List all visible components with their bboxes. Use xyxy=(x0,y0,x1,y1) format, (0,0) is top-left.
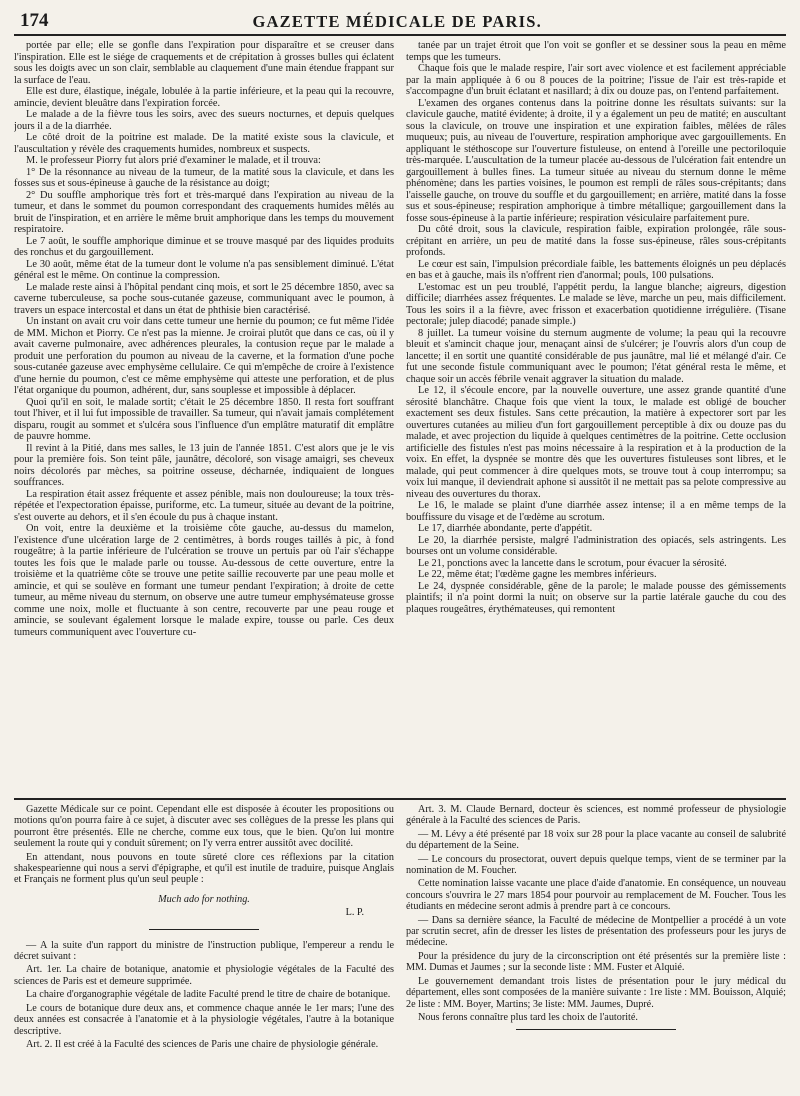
paragraph: Quoi qu'il en soit, le malade sortit; c'était le 25 décembre 1850. Il resta fort souffrant tout l'hiver, et il lui fut impossible de travailler. Sa tumeur, qui n'avait jamais complétement disparu, rougit au sommet et s'ulcéra sous l'influence d'un emplâtre maturatif dit emplâtre de pauvre homme. xyxy=(14,396,394,442)
paragraph: M. le professeur Piorry fut alors prié d'examiner le malade, et il trouva: xyxy=(26,155,321,166)
paragraph: Le côté droit de la poitrine est malade. De la matité existe sous la clavicule, et l'auscultation y révèle des craquements humides, nombreux et suspects. xyxy=(14,132,394,155)
paragraph: 1° De la résonnance au niveau de la tumeur, de la matité sous la clavicule, et dans les fosses sus et sous-épineuse à gauche de la résistance au doigt; xyxy=(14,166,394,189)
column-end-rule xyxy=(516,1029,676,1030)
paragraph: Le 17, diarrhée abondante, perte d'appétit. xyxy=(418,523,593,534)
lower-right-column xyxy=(406,804,786,1096)
paragraph: Le 24, dyspnée considérable, gêne de la parole; le malade pousse des gémissements plaintifs; il n'a point dormi la nuit; on observe sur la partie latérale gauche du cou des plaques rougeâtres, érythémateuses, qui remontent xyxy=(406,580,786,615)
paragraph: Gazette Médicale sur ce point. Cependant elle est disposée à écouter les propositions ou motions qu'on pourra faire à ce sujet, à discuter avec ses collègues de la presse les plans qui pourront être présentés. Elle ne cherche, comme eux tous, que le bien. Qu'on lui montre seulement la route qui y conduit sûrement; on l'y verra entrer aussitôt avec docilité. xyxy=(14,804,394,850)
paragraph: — A la suite d'un rapport du ministre de l'instruction publique, l'empereur a rendu le décret suivant : xyxy=(14,939,394,963)
paragraph: Nous ferons connaître plus tard les choix de l'autorité. xyxy=(418,1011,638,1023)
paragraph: Art. 2. Il est créé à la Faculté des sciences de Paris une chaire de physiologie générale. xyxy=(26,1038,379,1050)
upper-article xyxy=(14,36,786,792)
paragraph: L'estomac est un peu troublé, l'appétit perdu, la langue blanche; aigreurs, digestion difficile; diarrhées assez fréquentes. Le malade se lève, marche un peu, mais difficilement. Tous les soirs il a la fièvre, avec frisson et exacerbation quotidienne irrégulière. (Tisane pectorale; julep diacodé; panade simple.) xyxy=(406,281,786,327)
paragraph: Le 21, ponctions avec la lancette dans le scrotum, pour évacuer la sérosité. xyxy=(418,557,727,569)
lower-section xyxy=(14,804,786,1096)
paragraph: — Dans sa dernière séance, la Faculté de médecine de Montpellier a procédé à un vote par scrutin secret, afin de dresser les listes de présentation des professeurs pour les jurys de médecine. xyxy=(406,914,786,949)
paragraph: Elle est dure, élastique, inégale, lobulée à la partie inférieure, et la peau qui la recouvre, amincie, devient bleuâtre dans l'expiration forcée. xyxy=(14,86,394,109)
paragraph: L'examen des organes contenus dans la poitrine donne les résultats suivants: sur la clavicule gauche, matité évidente; à droite, il y a également un peu de matité; en auscultant sous la clavicule, on trouve une inspiration et une expiration faibles, mêlées de râles muqueux; puis, au niveau de l'ouverture, respiration amphorique avec gargouillements. En appliquant le stéthoscope sur l'ouverture fistuleuse, on entend à l'oreille une pectoriloquie très-marquée. L'auscultation de la tumeur placée au-dessous de l'ulcération fait entendre un gargouillement à bulles fines. La tumeur située au niveau du sternum donne le même phénomène; dans les parties voisines, le poumon est rempli de râles sous-crépitants; dans l'aisselle gauche, on trouve du souffle et du gargouillement; en arrière, matité dans la fosse sus et sous-épineuse; respiration amphorique à timbre métallique; gargouillement dans la fosse sous-épineuse à la partie inférieure; respiration vésiculaire parfaitement pure. xyxy=(406,97,786,224)
paragraph: — M. Lévy a été présenté par 18 voix sur 28 pour la place vacante au conseil de salubrité du département de la Seine. xyxy=(406,828,786,852)
lower-left-column xyxy=(14,804,394,1096)
paragraph: Il revint à la Pitié, dans mes salles, le 13 juin de l'année 1851. C'est alors que je le vis pour la première fois. Son teint pâle, jaunâtre, décoloré, son visage amaigri, ses cheveux noirs décolorés par mèches, sa poitrine osseuse, décharnée, indiquaient de longues souffrances. xyxy=(14,442,394,488)
upper-left-column xyxy=(14,40,394,792)
paragraph: portée par elle; elle se gonfle dans l'expiration pour disparaître et se creuser dans l'inspiration. Elle est le siége de craquements et de crépitation à grosses bulles qui éclatent sous les doigts avec un son clair, semblable au claquement d'une main étendue frappant sur la surface de l'eau. xyxy=(14,40,394,86)
paragraph: Le cœur est sain, l'impulsion précordiale faible, les battements éloignés un peu déplacés en bas et à gauche, mais ils n'offrent rien d'anormal; pouls, 100 pulsations. xyxy=(406,258,786,281)
paragraph: Le malade a de la fièvre tous les soirs, avec des sueurs nocturnes, et depuis quelques jours il a de la diarrhée. xyxy=(14,109,394,132)
paragraph: Le 20, la diarrhée persiste, malgré l'administration des opiacés, sels astringents. Les bourses ont un volume considérable. xyxy=(406,534,786,557)
paragraph: Le 12, il s'écoule encore, par la nouvelle ouverture, une assez grande quantité d'une sérosité blanchâtre. Chaque fois que vient la toux, le malade est obligé de boucher exactement ses deux fistules. Sans cette précaution, la matière à expectorer sort par les ouvertures cutanées au milieu d'un fort gargouillement perceptible à dix ou douze pas du malade, et avec projection du liquide à quelques centimètres de la poitrine. Cette occlusion artificielle des fistules n'est pas moins nécessaire à la respiration et à la production de la voix. En effet, la dyspnée se montre dès que les ouvertures fistuleuses sont libres, et le malade, qui peut commencer à dire quelques mots, se trouve tout à coup interrompu; sa voix lui manque, il deviendrait aphone si aussitôt il ne mettait pas sa pelote compressive au niveau des ouvertures du thorax. xyxy=(406,385,786,500)
paragraph: 2° Du souffle amphorique très fort et très-marqué dans l'expiration au niveau de la tumeur, et dans le sommet du poumon correspondant des craquements humides mêlés au bruit de l'inspiration, et en arrière le même bruit amphorique dans les temps du mouvement respiratoire. xyxy=(14,189,394,235)
paragraph: La chaire d'organographie végétale de ladite Faculté prend le titre de chaire de botanique. xyxy=(26,989,391,1001)
paragraph: Le cours de botanique dure deux ans, et commence chaque année le 1er mars; l'une des deux années est consacrée à l'anatomie et à la physiologie végétales, l'autre à la botanique descriptive. xyxy=(14,1002,394,1037)
paragraph: tanée par un trajet étroit que l'on voit se gonfler et se dessiner sous la peau en même temps que les tumeurs. xyxy=(406,40,786,63)
column-rule xyxy=(149,929,259,930)
paragraph: Le 30 août, même état de la tumeur dont le volume n'a pas sensiblement diminué. L'état général est le même. On continue la compression. xyxy=(14,258,394,281)
paragraph: Pour la présidence du jury de la circonscription ont été présentés sur la première liste : MM. Dumas et Jaumes ; sur la seconde liste : MM. Fuster et Alquié. xyxy=(406,950,786,974)
paragraph: Art. 1er. La chaire de botanique, anatomie et physiologie végétales de la Faculté des sciences de Paris est et demeure supprimée. xyxy=(14,964,394,987)
paragraph: Le malade reste ainsi à l'hôpital pendant cinq mois, et sort le 25 décembre 1850, avec sa caverne tuberculeuse, sa poche sous-cutanée gazeuse, communiquant avec le poumon, à travers un espace intercostal et dans un état de phthisie bien caractérisé. xyxy=(14,281,394,316)
paragraph: Le 22, même état; l'œdème gagne les membres inférieurs. xyxy=(418,569,657,580)
paragraph: 8 juillet. La tumeur voisine du sternum augmente de volume; la peau qui la recouvre bleuit et s'amincit chaque jour, menaçant ainsi de s'ulcérer; je l'ouvris alors d'un coup de lancette; il en sortit une quantité considérable de pus jaunâtre, mal lié et mélangé d'air. Ce fut une seconde fistule communiquant avec le poumon; l'état général resta le même, et chaque soir un accès fébrile venait aggraver la situation du malade. xyxy=(406,327,786,385)
paragraph: Le 16, le malade se plaint d'une diarrhée assez intense; il a en même temps de la bouffissure du visage et de l'œdème au scrotum. xyxy=(406,500,786,523)
journal-title: GAZETTE MÉDICALE DE PARIS. xyxy=(252,12,542,31)
section-divider xyxy=(14,798,786,800)
page-number: 174 xyxy=(20,10,49,31)
paragraph: On voit, entre la deuxième et la troisième côte gauche, au-dessus du mamelon, l'existence d'une ulcération large de 2 centimètres, à bords rouges taillés à pic, à fond rougeâtre; à la partie inférieure de l'ulcération se trouve un pertuis par où l'air s'échappe toutes les fois que le malade parle ou tousse. Au-dessous de cette ouverture, entre la troisième et la quatrième côte se trouve une petite saillie recouverte par une peau molle et amincie, et qui se soulève en formant une tumeur pendant l'expiration; à droite de cette tumeur, au même niveau du sternum, on observe une autre tumeur emphysémateuse grosse comme une noix, molle et fluctuante à son centre, recouverte par une peau rouge et amincie, se soulevant également lorsque le malade expire, tousse ou parle. Ces deux tumeurs communiquent avec l'ouverture cu- xyxy=(14,523,394,638)
paragraph: Un instant on avait cru voir dans cette tumeur une hernie du poumon; ce fut même l'idée de MM. Michon et Piorry. Ce n'est pas la mienne. Je croirai plutôt que dans ce cas, où il y avait caverne pulmonaire, avec adhérences pleurales, la contusion reçue par le malade a produit une perforation du poumon au niveau de la caverne, et la formation d'une poche sous-cutanée gazeuse avec emphysème cellulaire. Ce qui m'empêche de croire à l'existence d'une hernie du poumon, c'est ce même emphysème qui atteste une perforation, et de plus l'état organique du poumon, adhérent, dur, sans souplesse et impossible à déplacer. xyxy=(14,316,394,396)
paragraph: La respiration était assez fréquente et assez pénible, mais non douloureuse; la toux très-répétée et l'expectoration épaisse, puriforme, etc. La tumeur, située au devant de la poitrine, s'est ouverte au dehors, et il s'en écoule du pus à chaque instant. xyxy=(14,488,394,523)
epigraph: Much ado for nothing. xyxy=(158,893,250,905)
signature: L. P. xyxy=(345,907,364,919)
paragraph: Le gouvernement demandant trois listes de présentation pour le jury médical du département, elles sont composées de la manière suivante : 1re liste : MM. Bouisson, Alquié; 2e liste : MM. Boyer, Martins; 3e liste: MM. Jaumes, Dupré. xyxy=(406,975,786,1010)
page-header xyxy=(14,6,786,36)
paragraph: Le 7 août, le souffle amphorique diminue et se trouve masqué par des liquides produits des ronchus et du gargouillement. xyxy=(14,235,394,258)
upper-right-column xyxy=(406,40,786,792)
paragraph: Du côté droit, sous la clavicule, respiration faible, expiration prolongée, râle sous-crépitant en arrière, un peu de matité dans la fosse sus-épineuse, râles sous-crépitants profonds. xyxy=(406,224,786,258)
paragraph: En attendant, nous pouvons en toute sûreté clore ces réflexions par la citation shakespearienne qui nous a servi d'épigraphe, et qu'il est inutile de traduire, puisque Anglais et Français ne forment plus qu'un seul peuple : xyxy=(14,851,394,886)
paragraph: — Le concours du prosectorat, ouvert depuis quelque temps, vient de se terminer par la nomination de M. Foucher. xyxy=(406,853,786,877)
paragraph: Chaque fois que le malade respire, l'air sort avec violence et est facilement appréciable par la main appliquée à 6 ou 8 pouces de la poitrine; l'issue de l'air est très-rapide et s'accompagne d'un bruit éclatant et nasillard; à dix ou douze pas, on l'entend parfaitement. xyxy=(406,63,786,97)
paragraph: Cette nomination laisse vacante une place d'aide d'anatomie. En conséquence, un nouveau concours s'ouvrira le 27 mars 1854 pour pourvoir au remplacement de M. Foucher. Tous les étudiants en médecine seront admis à prendre part à ce concours. xyxy=(406,878,786,913)
paragraph: Art. 3. M. Claude Bernard, docteur ès sciences, est nommé professeur de physiologie générale à la Faculté des sciences de Paris. xyxy=(406,804,786,827)
